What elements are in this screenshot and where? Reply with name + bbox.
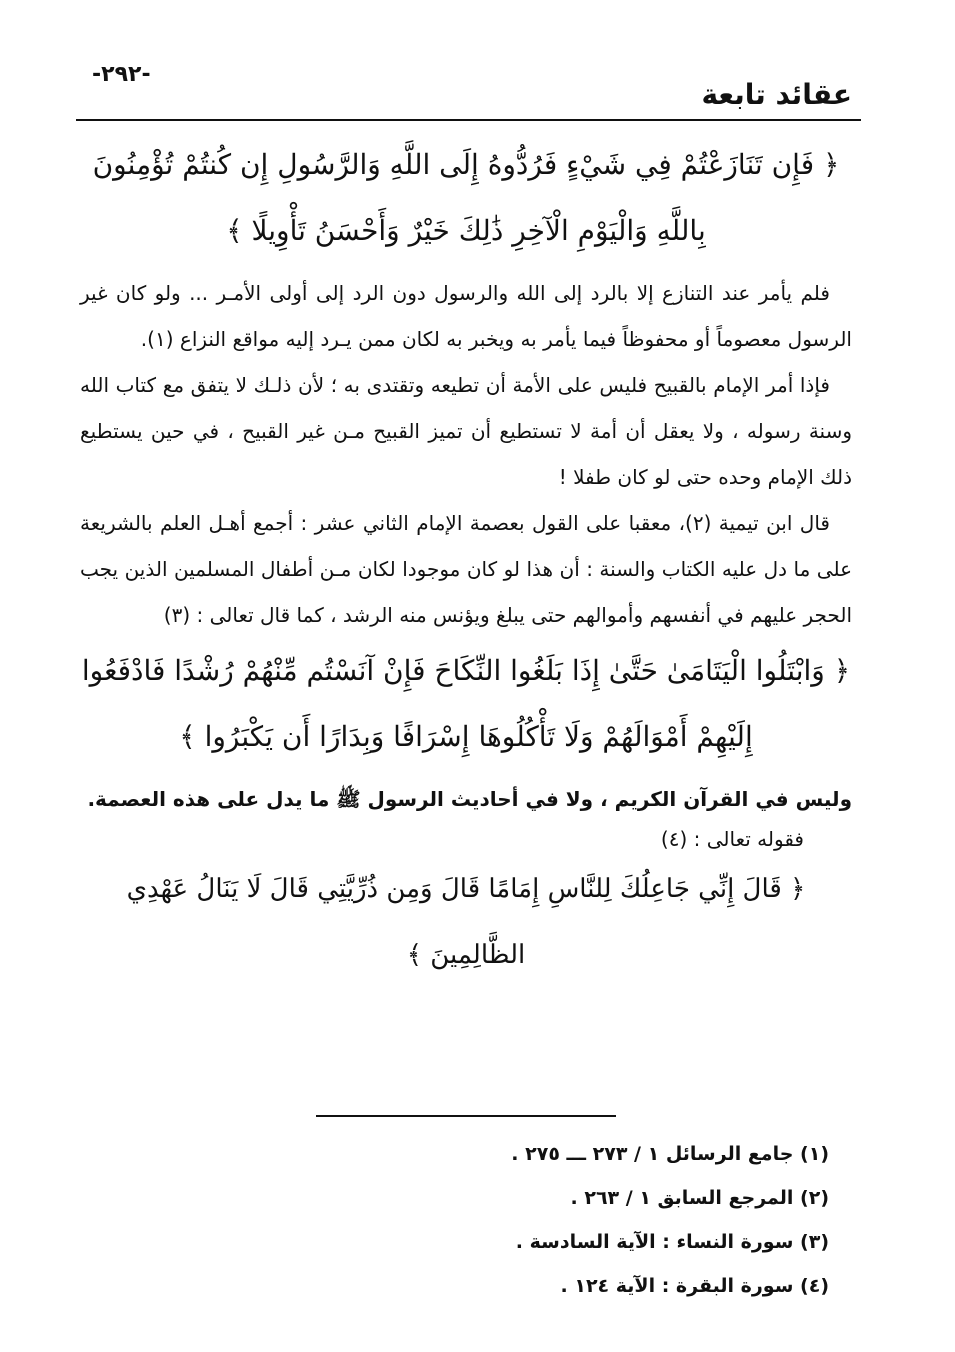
footnote-3: (٣) سورة النساء : الآية السادسة .	[515, 1231, 829, 1253]
paragraph-3: قال ابن تيمية (٢)، معقبا على القول بعصمة الإمام الثاني عشر : أجمع أهـل العلم بالشريعة على ما دل عليه الكتاب والسنة : أن هذا لو كان موجودا لكان مـن أطفال المسلمين الذين يجب الحجر عليهم في أنفسهم وأموالهم حتى يبلغ ويؤنس منه الرشد ، كما قال تعالى : (٣)	[80, 511, 852, 627]
paragraph-5: فقوله تعالى : (٤)	[660, 827, 804, 851]
paragraph-2: فإذا أمر الإمام بالقبيح فليس على الأمة أن تطيعه وتقتدى به ؛ لأن ذلـك لا يتفق مع كتاب الله وسنة رسوله ، ولا يعقل أن أمة لا تستطيع أن تميز القبيح مـن غير القبيح ، في حين يستطيع ذلك الإمام وحده حتى لو كان طفلا !	[80, 373, 852, 489]
footnote-2: (٢) المرجع السابق ١ / ٢٦٣ .	[570, 1187, 829, 1209]
quran-verse-3: ﴿ قَالَ إِنِّي جَاعِلُكَ لِلنَّاسِ إِمَامًا قَالَ وَمِن ذُرِّيَّتِي قَالَ لَا يَنَالُ عَهْدِي الظَّالِمِينَ ﴾	[126, 874, 806, 970]
page-number: -٢٩٢-	[92, 62, 151, 87]
footnotes	[511, 1132, 829, 1308]
quran-verse-2: ﴿ وَابْتَلُوا الْيَتَامَىٰ حَتَّىٰ إِذَا بَلَغُوا النِّكَاحَ فَإِنْ آنَسْتُم مِّنْهُمْ رُشْدًا فَادْفَعُوا إِلَيْهِمْ أَمْوَالَهُمْ وَلَا تَأْكُلُوهَا إِسْرَافًا وَبِدَارًا أَن يَكْبَرُوا ﴾	[81, 654, 851, 753]
main-text	[80, 132, 852, 994]
quran-verse-1: ﴿ فَإِن تَنَازَعْتُمْ فِي شَيْءٍ فَرُدُّوهُ إِلَى اللَّهِ وَالرَّسُولِ إِن كُنتُمْ تُؤْمِنُونَ بِاللَّهِ وَالْيَوْمِ الْآخِرِ ذَٰلِكَ خَيْرٌ وَأَحْسَنُ تَأْوِيلًا ﴾	[92, 148, 840, 247]
footnote-divider	[316, 1115, 616, 1117]
footnote-4: (٤) سورة البقرة : الآية ١٢٤ .	[560, 1275, 829, 1297]
footnote-1: (١) جامع الرسائل ١ / ٢٧٣ ـــ ٢٧٥ .	[511, 1143, 829, 1165]
header-divider	[76, 119, 861, 121]
running-title: عقائد تابعة	[701, 78, 852, 111]
paragraph-4: وليس في القرآن الكريم ، ولا في أحاديث الرسول ﷺ ما يدل على هذه العصمة.	[87, 787, 852, 811]
paragraph-1: فلم يأمر عند التنازع إلا بالرد إلى الله والرسول دون الرد إلى أولى الأمـر ... ولو كان غير الرسول معصوماً أو محفوظاً فيما يأمر به ويخبر به لكان ممن يـرد إليه مواقع النزاع (١).	[80, 281, 852, 351]
